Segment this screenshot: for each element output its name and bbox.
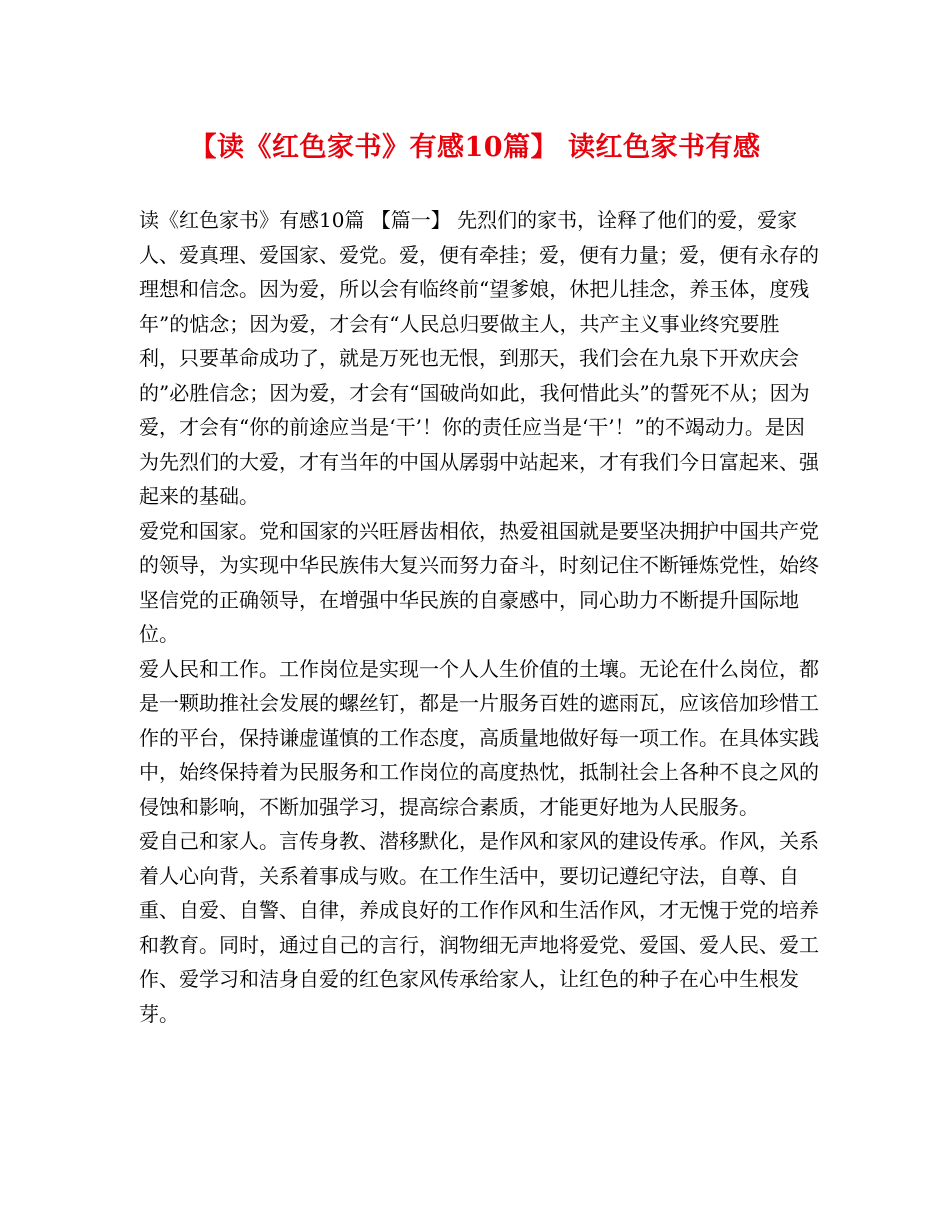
paragraph-3: 爱人民和工作。工作岗位是实现一个人人生价值的土壤。无论在什么岗位，都是一颗助推社会发展的螺丝钉，都是一片服务百姓的遮雨瓦，应该倍加珍惜工作的平台，保持谦虚谨慎的工作态度，高质量地做好每一项工作。在具体实践中，始终保持着为民服务和工作岗位的高度热忱，抵制社会上各种不良之风的侵蚀和影响，不断加强学习，提高综合素质，才能更好地为人民服务。: [139, 656, 819, 819]
paragraph-1: 读《红色家书》有感10篇 【篇一】 先烈们的家书，诠释了他们的爱，爱家人、爱真理、爱国家、爱党。爱，便有牵挂；爱，便有力量；爱，便有永存的理想和信念。因为爱，所以会有临终前“望爹娘，休把儿挂念，养玉体，度残年”的惦念；因为爱，才会有“人民总归要做主人，共产主义事业终究要胜利，只要革命成功了，就是万死也无恨，到那天，我们会在九泉下开欢庆会的”必胜信念；因为爱，才会有“国破尚如此，我何惜此头”的誓死不从；因为爱，才会有“你的前途应当是‘干’！你的责任应当是‘干’！”的不竭动力。是因为先烈们的大爱，才有当年的中国从孱弱中站起来，才有我们今日富起来、强起来的基础。: [139, 208, 819, 508]
paragraph-2: 爱党和国家。党和国家的兴旺唇齿相依，热爱祖国就是要坚决拥护中国共产党的领导，为实现中华民族伟大复兴而努力奋斗，时刻记住不断锤炼党性，始终坚信党的正确领导，在增强中华民族的自豪感中，同心助力不断提升国际地位。: [139, 518, 819, 646]
paragraph-4: 爱自己和家人。言传身教、潜移默化，是作风和家风的建设传承。作风，关系着人心向背，关系着事成与败。在工作生活中，要切记遵纪守法，自尊、自重、自爱、自警、自律，养成良好的工作作风和生活作风，才无愧于党的培养和教育。同时，通过自己的言行，润物细无声地将爱党、爱国、爱人民、爱工作、爱学习和洁身自爱的红色家风传承给家人，让红色的种子在心中生根发芽。: [139, 829, 819, 1026]
document-title: 【读《红色家书》有感10篇】 读红色家书有感: [189, 132, 761, 163]
document-body: [139, 203, 819, 1031]
